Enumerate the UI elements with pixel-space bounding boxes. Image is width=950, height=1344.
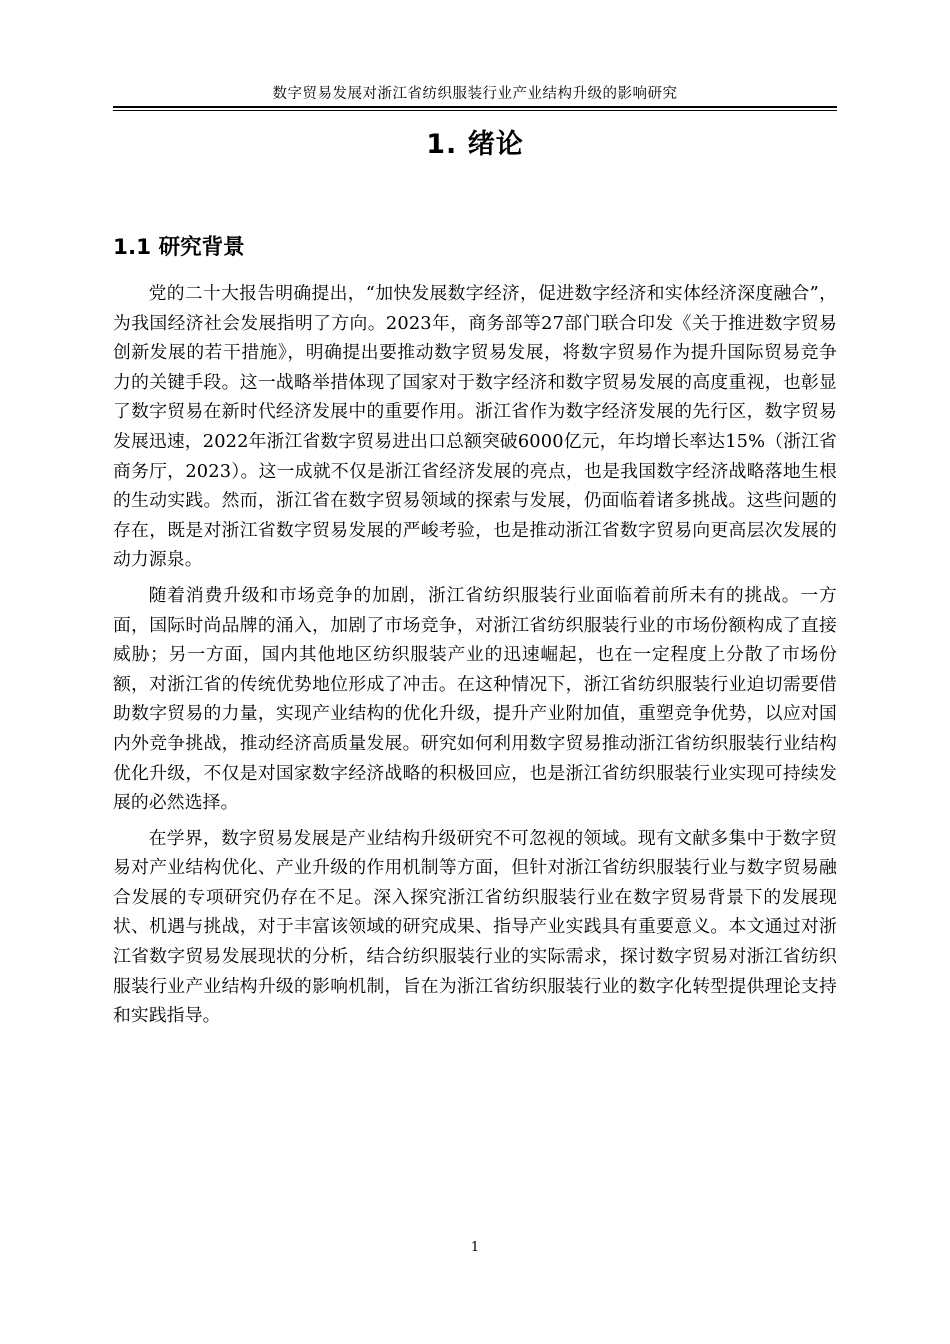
header-rule-thick	[113, 106, 837, 108]
paragraph-3: 在学界，数字贸易发展是产业结构升级研究不可忽视的领域。现有文献多集中于数字贸易对产业结构优化、产业升级的作用机制等方面，但针对浙江省纺织服装行业与数字贸易融合发展的专项研究仍存在不足。深入探究浙江省纺织服装行业在数字贸易背景下的发展现状、机遇与挑战，对于丰富该领域的研究成果、指导产业实践具有重要意义。本文通过对浙江省数字贸易发展现状的分析，结合纺织服装行业的实际需求，探讨数字贸易对浙江省纺织服装行业产业结构升级的影响机制，旨在为浙江省纺织服装行业的数字化转型提供理论支持和实践指导。	[113, 827, 837, 1027]
body-text	[113, 279, 837, 1037]
header-rule-thin	[113, 110, 837, 111]
paragraph-1: 党的二十大报告明确提出，“加快发展数字经济，促进数字经济和实体经济深度融合”，为我国经济社会发展指明了方向。2023年，商务部等27部门联合印发《关于推进数字贸易创新发展的若干措施》，明确提出要推动数字贸易发展，将数字贸易作为提升国际贸易竞争力的关键手段。这一战略举措体现了国家对于数字经济和数字贸易发展的高度重视，也彰显了数字贸易在新时代经济发展中的重要作用。浙江省作为数字经济发展的先行区，数字贸易发展迅速，2022年浙江省数字贸易进出口总额突破6000亿元，年均增长率达15%（浙江省商务厅，2023）。这一成就不仅是浙江省经济发展的亮点，也是我国数字经济战略落地生根的生动实践。然而，浙江省在数字贸易领域的探索与发展，仍面临着诸多挑战。这些问题的存在，既是对浙江省数字贸易发展的严峻考验，也是推动浙江省数字贸易向更高层次发展的动力源泉。	[113, 283, 837, 571]
paragraph-2: 随着消费升级和市场竞争的加剧，浙江省纺织服装行业面临着前所未有的挑战。一方面，国际时尚品牌的涌入，加剧了市场竞争，对浙江省纺织服装行业的市场份额构成了直接威胁；另一方面，国内其他地区纺织服装产业的迅速崛起，也在一定程度上分散了市场份额，对浙江省的传统优势地位形成了冲击。在这种情况下，浙江省纺织服装行业迫切需要借助数字贸易的力量，实现产业结构的优化升级，提升产业附加值，重塑竞争优势，以应对国内外竞争挑战，推动经济高质量发展。研究如何利用数字贸易推动浙江省纺织服装行业结构优化升级，不仅是对国家数字经济战略的积极回应，也是浙江省纺织服装行业实现可持续发展的必然选择。	[113, 584, 837, 814]
running-header: 数字贸易发展对浙江省纺织服装行业产业结构升级的影响研究	[272, 86, 678, 102]
page-number: 1	[470, 1240, 480, 1255]
section-title: 1.1 研究背景	[113, 235, 245, 260]
chapter-title: 1. 绪论	[426, 129, 524, 160]
